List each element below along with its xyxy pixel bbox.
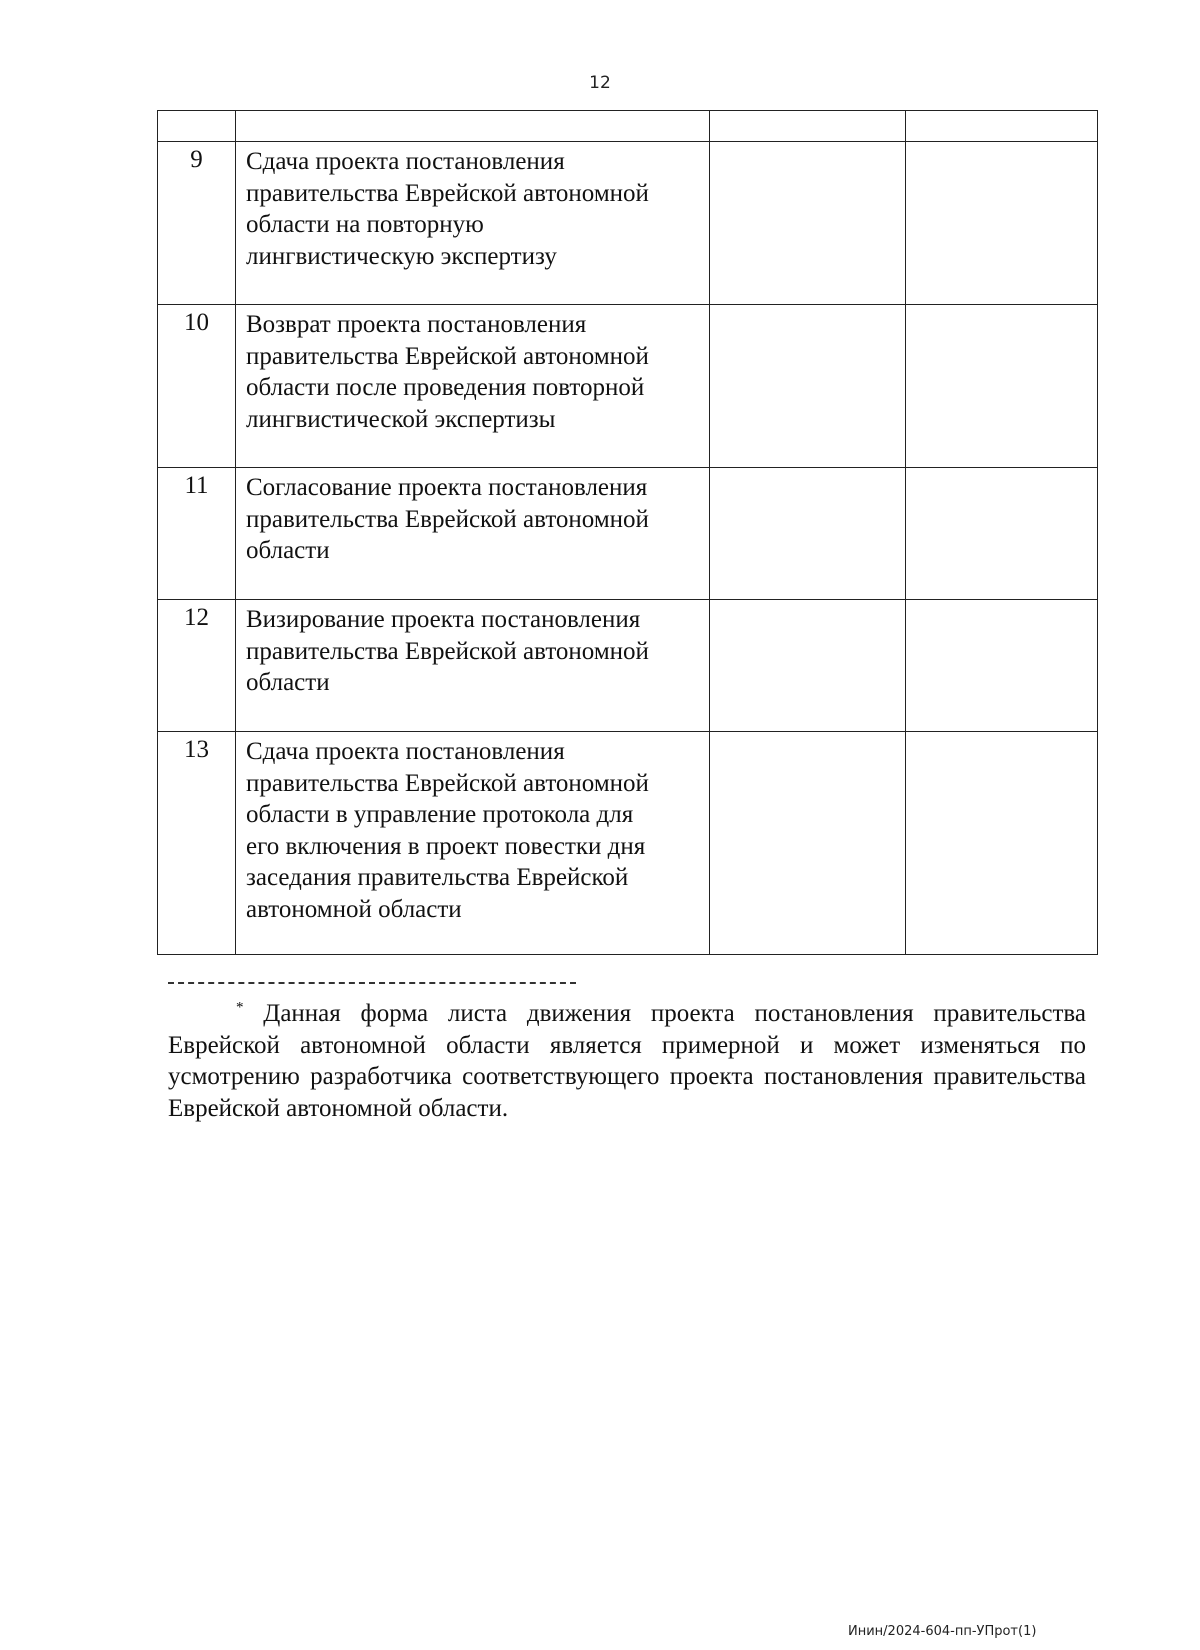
row-description	[236, 142, 710, 305]
table-header-continuation-row	[158, 111, 1098, 142]
description-line: Возврат проекта постановления	[246, 311, 587, 338]
footnote-separator	[168, 982, 576, 984]
table-row	[158, 468, 1098, 600]
empty-cell	[710, 600, 906, 732]
description-line: автономной области	[246, 895, 462, 923]
table-row	[158, 600, 1098, 732]
table-row	[158, 142, 1098, 305]
description-line: Визирование проекта постановления	[246, 606, 641, 633]
empty-cell	[710, 732, 906, 955]
description-line: правительства Еврейской автономной	[246, 342, 649, 370]
empty-cell	[710, 468, 906, 600]
empty-cell	[906, 600, 1098, 732]
row-description	[236, 305, 710, 468]
footnote-mark: *	[236, 999, 244, 1016]
document-code: Инин/2024-604-пп-УПрот(1)	[848, 1624, 1037, 1639]
empty-cell	[906, 468, 1098, 600]
empty-cell	[710, 142, 906, 305]
description-line: заседания правительства Еврейской	[246, 864, 629, 891]
table-row	[158, 732, 1098, 955]
row-description	[236, 468, 710, 600]
page-number: 12	[589, 73, 611, 93]
description-line: области после проведения повторной	[246, 374, 645, 401]
empty-cell	[906, 142, 1098, 305]
table-cell	[710, 111, 906, 142]
description-line: лингвистической экспертизы	[246, 405, 556, 433]
description-line: Сдача проекта постановления	[246, 738, 565, 765]
table-cell	[906, 111, 1098, 142]
row-number: 9	[158, 142, 236, 305]
description-line: области	[246, 537, 330, 564]
empty-cell	[710, 305, 906, 468]
table-cell	[236, 111, 710, 142]
empty-cell	[906, 305, 1098, 468]
description-line: правительства Еврейской автономной	[246, 505, 649, 533]
description-line: области на повторную	[246, 211, 484, 238]
description-line: Согласование проекта постановления	[246, 474, 648, 501]
row-description	[236, 732, 710, 955]
row-number: 11	[158, 468, 236, 600]
row-description	[236, 600, 710, 732]
description-line: лингвистическую экспертизу	[246, 242, 557, 270]
description-line: правительства Еврейской автономной	[246, 179, 649, 207]
description-line: Сдача проекта постановления	[246, 148, 565, 175]
row-number: 13	[158, 732, 236, 955]
table-row	[158, 305, 1098, 468]
description-line: его включения в проект повестки дня	[246, 832, 646, 860]
document-movement-table	[157, 110, 1098, 955]
row-number: 12	[158, 600, 236, 732]
empty-cell	[906, 732, 1098, 955]
footnote-text: Данная форма листа движения проекта постановления правительства Еврейской автономной области является примерной и может изменяться по усмотрению разработчика соответствующего проекта постановления правительства Еврейской автономной области.	[168, 1000, 1087, 1122]
footnote	[168, 998, 1086, 1124]
description-line: области	[246, 669, 330, 696]
table-cell	[158, 111, 236, 142]
description-line: области в управление протокола для	[246, 801, 634, 828]
description-line: правительства Еврейской автономной	[246, 637, 649, 665]
description-line: правительства Еврейской автономной	[246, 769, 649, 797]
row-number: 10	[158, 305, 236, 468]
